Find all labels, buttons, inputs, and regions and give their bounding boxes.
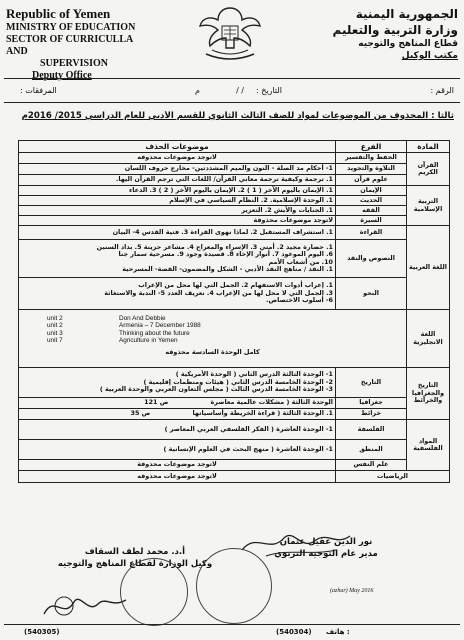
text-line: 1. النقد / مناهج النقد الأدبي - الشكل والمضمون- القصة- المسرحية xyxy=(122,264,333,273)
text-line: 6- أسلوب الاختصاص. xyxy=(266,296,333,305)
text-line: 10. من أشعاب الأمم xyxy=(268,257,333,266)
table-row xyxy=(19,278,450,310)
unit-title: Thinking about the future xyxy=(119,329,190,337)
official-stamp-left xyxy=(120,558,188,626)
english-letterhead xyxy=(6,6,156,82)
list-item xyxy=(21,330,404,337)
en-country: Republic of Yemen xyxy=(6,6,111,21)
branch-cell: علم النفس xyxy=(336,460,407,471)
page-ref: ص 35 xyxy=(130,409,151,418)
unit-title: Armenia – 7 December 1988 xyxy=(119,322,201,330)
ar-ministry: وزارة التربية والتعليم xyxy=(332,23,458,37)
branch-cell: التلاوة والتجويد xyxy=(336,164,407,175)
list-item xyxy=(21,337,404,344)
table-row xyxy=(19,310,450,368)
topics-cell xyxy=(19,368,336,398)
page-ref: ص 121 xyxy=(144,398,169,407)
branch-cell: خرائط xyxy=(336,409,407,420)
topics-cell: 1. الإيمان باليوم الآخر ( 1 ) 2. الإيمان باليوم الآخر ( 2 ) 3. الدعاء xyxy=(19,186,336,196)
branch-cell: الفلسفة xyxy=(336,420,407,440)
unit-label: unit 3 xyxy=(47,329,63,337)
header-rule-top xyxy=(4,78,460,79)
topics-cell xyxy=(19,409,336,420)
footer-right-phone: (540304) xyxy=(276,628,312,636)
subject-history-geo: التاريخ والجغرافيا والخرائط xyxy=(407,368,450,420)
meta-row xyxy=(6,84,458,100)
subject-arabic: اللغة العربية xyxy=(407,226,450,310)
table-row xyxy=(19,164,450,175)
topic-text: 1. الوحدة الثالثة ( قراءة الخريطة وأساسياتها xyxy=(192,409,333,418)
table-row xyxy=(19,153,450,164)
branch-cell: القراءة xyxy=(336,226,407,240)
table-row xyxy=(19,440,450,460)
footer-left-phone: (540305) xyxy=(24,628,60,636)
topics-cell: 1. استشراف المستقبل 2. لماذا نهوى القراءة 3. فتية القدس 4- البيان xyxy=(19,226,336,240)
topics-cell: 1. الوحدة الإسلامية. 2. النظام السياسي في الإسلام xyxy=(19,196,336,206)
subject-math: الرياضيات xyxy=(336,471,450,483)
table-row xyxy=(19,240,450,278)
en-sector: SECTOR OF CURRICULLA AND xyxy=(6,34,133,57)
table-row xyxy=(19,420,450,440)
text-line: 2- الوحدة الخامسة الدرس الثاني ( هيئات ومنظمات إقليمية ) xyxy=(143,377,333,386)
topics-cell xyxy=(19,398,336,409)
text-line: 3. الجمل التي لا محل لها من الإعراب 4. تعريف العدد 5- الندبة والاستغاثة xyxy=(104,288,333,297)
table-row xyxy=(19,460,450,471)
branch-cell: التاريخ xyxy=(336,368,407,398)
topics-cell: لاتوجد موضوعات محذوفه xyxy=(19,471,336,483)
table-row xyxy=(19,186,450,196)
deleted-topics-table xyxy=(18,140,450,483)
branch-cell: الفقه xyxy=(336,206,407,216)
signatory-name: أ.د. محمد لطف السقاف xyxy=(84,547,186,557)
subject-english: اللغة الانجليزية xyxy=(407,310,450,368)
topic-text: الوحدة الثالثة ( مشكلات عالمية معاصرة xyxy=(210,398,333,407)
topics-cell: 1. الجنايات والأيش 2. التعزير xyxy=(19,206,336,216)
english-units-list xyxy=(21,315,404,345)
table-row xyxy=(19,216,450,226)
arabic-letterhead xyxy=(308,6,458,62)
english-topics-cell xyxy=(19,310,407,368)
list-item xyxy=(21,322,404,329)
signatory-title: مدير عام التوجيه التربوي xyxy=(274,549,378,559)
table-row xyxy=(19,175,450,186)
header-topics: موضوعات الحذف xyxy=(19,141,336,153)
ar-sector: قطاع المناهج والتوجيه xyxy=(358,39,458,49)
unit-title: Don And Debbie xyxy=(119,315,166,322)
topics-cell: 1- أحكام مد الصلة - النون والميم المشددتين- مخارج حروف اللسان xyxy=(19,164,336,175)
header-rule-bottom xyxy=(4,102,460,103)
table-row xyxy=(19,206,450,216)
header-subject: المادة xyxy=(407,141,450,153)
english-note: كامل الوحدة السادسة محذوفه xyxy=(165,347,260,356)
table-row xyxy=(19,226,450,240)
text-line: 1. إعراب أدوات الاستفهام 2. الجمل التي لها محل من الإعراب xyxy=(138,281,333,290)
text-line: 1- الوحدة الثالثة الدرس الثاني ( الوحدة الأمريكية ) xyxy=(175,370,333,379)
branch-cell: جغرافيا xyxy=(336,398,407,409)
subject-philosophy: المواد الفلسفية xyxy=(407,420,450,471)
footer-right-label: هاتف : xyxy=(326,628,350,636)
table-row xyxy=(19,398,450,409)
signatory-title: وكيل الوزارة لقطاع المناهج والتوجيه xyxy=(57,559,213,569)
branch-cell: الحفظ والتفسير xyxy=(336,153,407,164)
date-note: (azhar) May 2016 xyxy=(330,588,374,594)
unit-title: Agriculture in Yemen xyxy=(119,337,178,345)
attachments-label: المرفقات : xyxy=(20,86,57,95)
topics-cell: لاتوجد موضوعات محذوفة xyxy=(19,460,336,471)
table-row xyxy=(19,196,450,206)
topics-cell: 1. ترجمة وكيفية ترجمة معاني القرآن/ اللغات التي ترجم القرآن اليها. xyxy=(19,175,336,186)
text-line: 1. حضارة مجيد 2. أمتي 3. الإسراء والمعراج 4. مشاعر حزينة 5. بداد السنين xyxy=(96,242,333,251)
topics-cell: 1- الوحدة العاشرة ( منهج البحث في العلوم الإنسانية ) xyxy=(19,440,336,460)
date-separator: / / xyxy=(236,86,244,95)
signatory-name: نور الدين عقيل عثمان xyxy=(279,537,373,547)
table-row xyxy=(19,471,450,483)
unit-label: unit 2 xyxy=(47,315,63,322)
official-stamp-center xyxy=(196,548,272,624)
header-branch: الفرع xyxy=(336,141,407,153)
text-line: 6. اليوم الموعود 7. أنوار الإخاء 8. قصيدة وجود 9. مسرحية سمار جنا xyxy=(118,250,333,259)
en-supervision: SUPERVISION xyxy=(40,58,108,69)
topics-cell: 1- الوحدة العاشرة ( الفكر الفلسفي العربي المعاصر ) xyxy=(19,420,336,440)
table-row xyxy=(19,409,450,420)
unit-label: unit 2 xyxy=(47,322,63,330)
branch-cell: النصوص والنقد xyxy=(336,240,407,278)
table-row xyxy=(19,368,450,398)
date-suffix: م xyxy=(195,86,200,95)
yemen-emblem-icon xyxy=(198,4,262,66)
number-label: الرقم : xyxy=(430,86,454,95)
date-label: التاريخ : xyxy=(255,86,282,95)
topics-cell: لاتوجد موضوعات محذوفه xyxy=(19,153,336,164)
list-item xyxy=(21,315,404,322)
branch-cell: النحو xyxy=(336,278,407,310)
topics-cell: لاتوجد موضوعات محذوفة xyxy=(19,216,336,226)
branch-cell: علوم قرآن xyxy=(336,175,407,186)
en-ministry: MINISTRY OF EDUCATION xyxy=(6,22,136,33)
ar-office: مكتب الوكيل xyxy=(401,51,458,61)
subject-islamic: التربية الإسلامية xyxy=(407,186,450,226)
text-line: 3- الوحدة الخامسة الدرس الثالث ( مجلس التعاون العربي والوحدة العربية ) xyxy=(99,385,333,394)
topics-cell xyxy=(19,240,336,278)
branch-cell: الإيمان xyxy=(336,186,407,196)
topics-cell xyxy=(19,278,336,310)
document-title: ثالثاً : المحذوف من الموضوعات لمواد للصف الثالث الثانوي للقسم الأدبي للعام الدراسي 2015/ 2016م xyxy=(21,111,454,121)
footer-rule xyxy=(4,624,460,625)
unit-label: unit 7 xyxy=(47,337,63,345)
branch-cell: المنطق xyxy=(336,440,407,460)
handwritten-signature-left xyxy=(40,584,130,624)
ar-country: الجمهورية اليمنية xyxy=(355,7,458,21)
branch-cell: السيرة xyxy=(336,216,407,226)
en-office: Deputy Office xyxy=(32,70,92,81)
branch-cell: الحديث xyxy=(336,196,407,206)
subject-quran: القرآن الكريم xyxy=(407,153,450,186)
